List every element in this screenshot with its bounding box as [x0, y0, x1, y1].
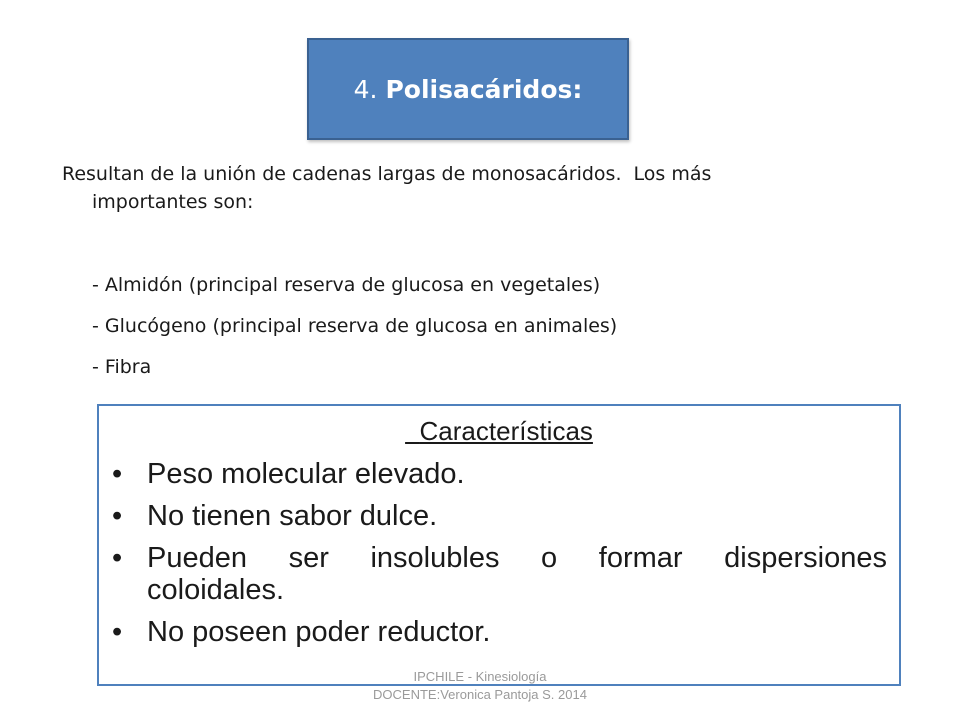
list-item [107, 500, 887, 532]
bullet-icon: • [112, 616, 123, 648]
intro-line-1: Resultan de la unión de cadenas largas de monosacáridos. Los más [62, 163, 712, 185]
characteristics-heading: Características [419, 416, 593, 446]
title-number: 4. [353, 74, 378, 104]
list-item-fibra: - Fibra [92, 356, 152, 378]
characteristic-text: No tienen sabor dulce. [147, 500, 438, 532]
list-item [107, 542, 887, 606]
list-item [107, 458, 887, 490]
bullet-icon: • [112, 542, 123, 574]
characteristics-box [97, 404, 901, 686]
footer-line-1: IPCHILE - Kinesiología [413, 669, 547, 684]
list-item-glucogeno: - Glucógeno (principal reserva de glucosa en animales) [92, 315, 618, 337]
slide-title [307, 38, 629, 140]
list-item-almidon: - Almidón (principal reserva de glucosa en vegetales) [92, 274, 601, 296]
characteristic-text: Pueden ser insolubles o formar dispersiones [147, 542, 887, 574]
bullet-icon: • [112, 500, 123, 532]
slide-footer [300, 668, 660, 704]
footer-line-2: DOCENTE:Veronica Pantoja S. 2014 [373, 687, 587, 702]
intro-paragraph [62, 160, 882, 216]
characteristic-text-continued: coloidales. [147, 574, 285, 606]
bullet-icon: • [112, 458, 123, 490]
characteristic-text: No poseen poder reductor. [147, 616, 491, 648]
polysaccharide-list [92, 270, 617, 393]
title-text: Polisacáridos: [385, 74, 583, 104]
characteristics-list [107, 458, 887, 658]
list-item [107, 616, 887, 648]
characteristic-text: Peso molecular elevado. [147, 458, 465, 490]
intro-line-2: importantes son: [92, 191, 254, 213]
